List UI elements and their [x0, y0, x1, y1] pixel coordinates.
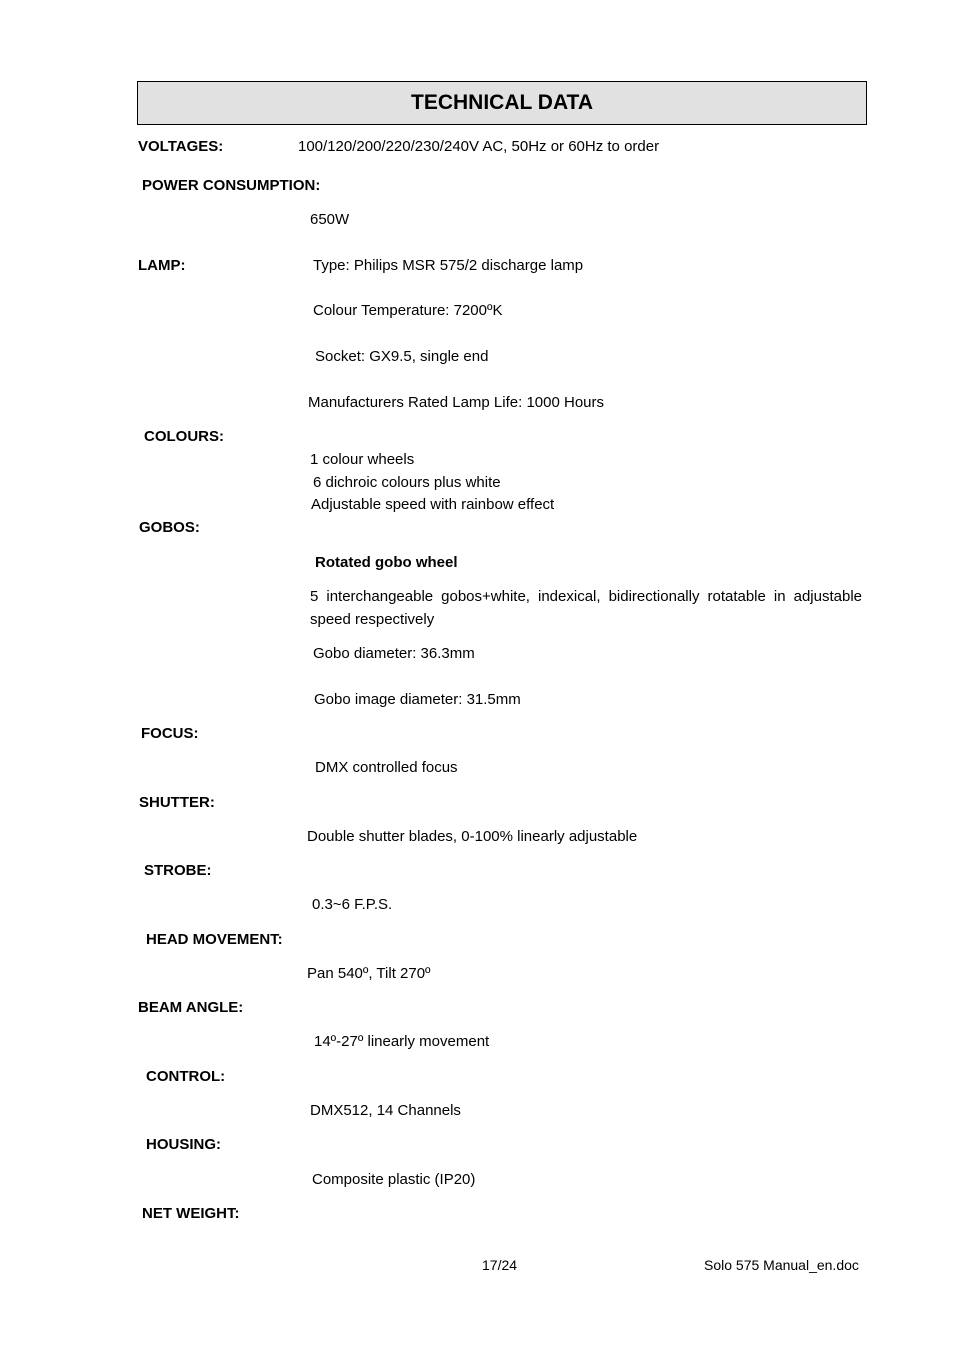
colours-rainbow: Adjustable speed with rainbow effect: [311, 496, 555, 513]
document-filename: Solo 575 Manual_en.doc: [704, 1257, 859, 1273]
lamp-life: Manufacturers Rated Lamp Life: 1000 Hours: [308, 394, 604, 411]
strobe-label: STROBE:: [144, 862, 212, 879]
colours-dichroic: 6 dichroic colours plus white: [313, 474, 501, 491]
power-consumption-label: POWER CONSUMPTION:: [142, 177, 321, 194]
housing-label: HOUSING:: [146, 1136, 221, 1153]
power-consumption-value: 650W: [310, 211, 350, 228]
head-movement-value: Pan 540º, Tilt 270º: [307, 965, 431, 982]
head-movement-label: HEAD MOVEMENT:: [146, 931, 283, 948]
lamp-label: LAMP:: [138, 257, 186, 274]
control-label: CONTROL:: [146, 1068, 226, 1085]
housing-value: Composite plastic (IP20): [312, 1171, 476, 1188]
shutter-value: Double shutter blades, 0-100% linearly adjustable: [307, 828, 638, 845]
beam-angle-value: 14º-27º linearly movement: [314, 1033, 490, 1050]
gobo-image-diameter: Gobo image diameter: 31.5mm: [314, 691, 521, 708]
lamp-colour-temperature: Colour Temperature: 7200ºK: [313, 302, 503, 319]
focus-label: FOCUS:: [141, 725, 199, 742]
gobo-wheel-heading: Rotated gobo wheel: [315, 554, 458, 571]
strobe-value: 0.3~6 F.P.S.: [312, 896, 393, 913]
shutter-label: SHUTTER:: [139, 794, 215, 811]
lamp-type: Type: Philips MSR 575/2 discharge lamp: [313, 257, 584, 274]
colours-wheels: 1 colour wheels: [310, 451, 415, 468]
colours-label: COLOURS:: [144, 428, 224, 445]
gobos-label: GOBOS:: [139, 519, 200, 536]
voltages-label: VOLTAGES:: [138, 138, 224, 155]
focus-value: DMX controlled focus: [315, 759, 458, 776]
page-number: 17/24: [482, 1257, 518, 1273]
lamp-socket: Socket: GX9.5, single end: [315, 348, 489, 365]
voltages-value: 100/120/200/220/230/240V AC, 50Hz or 60Hz to order: [298, 138, 660, 155]
net-weight-label: NET WEIGHT:: [142, 1205, 240, 1222]
control-value: DMX512, 14 Channels: [310, 1102, 461, 1119]
gobo-description: 5 interchangeable gobos+white, indexical, bidirectionally rotatable in adjustable speed respectively: [310, 588, 862, 628]
page-title: TECHNICAL DATA: [137, 81, 867, 125]
beam-angle-label: BEAM ANGLE:: [138, 999, 244, 1016]
gobo-diameter: Gobo diameter: 36.3mm: [313, 645, 475, 662]
